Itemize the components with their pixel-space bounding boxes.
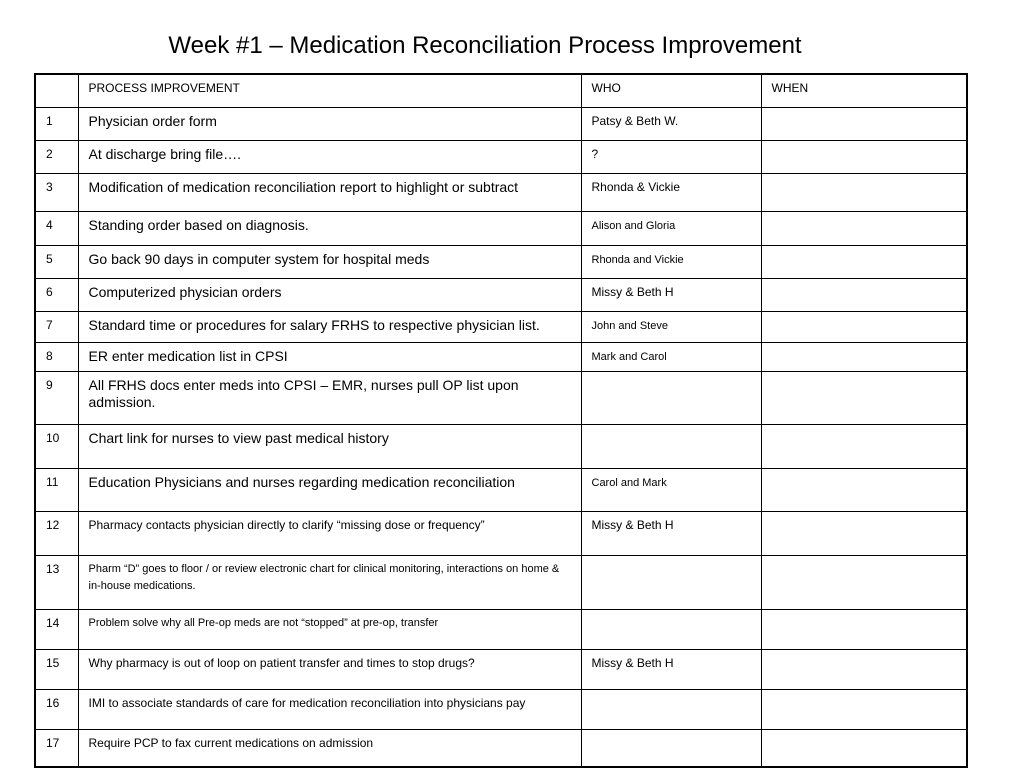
row-who: Missy & Beth H bbox=[581, 278, 761, 311]
header-process-improvement: PROCESS IMPROVEMENT bbox=[78, 74, 581, 107]
row-number: 3 bbox=[35, 173, 78, 211]
row-number: 7 bbox=[35, 311, 78, 342]
row-task: Modification of medication reconciliation report to highlight or subtract bbox=[78, 173, 581, 211]
header-num bbox=[35, 74, 78, 107]
row-number: 2 bbox=[35, 140, 78, 173]
row-who bbox=[581, 689, 761, 729]
table-row bbox=[35, 211, 967, 245]
header-row bbox=[35, 74, 967, 107]
row-when bbox=[761, 173, 967, 211]
row-number: 4 bbox=[35, 211, 78, 245]
row-task: Chart link for nurses to view past medical history bbox=[78, 424, 581, 468]
table-row bbox=[35, 311, 967, 342]
header-when: WHEN bbox=[761, 74, 967, 107]
row-task: Go back 90 days in computer system for hospital meds bbox=[78, 245, 581, 278]
row-task: ER enter medication list in CPSI bbox=[78, 342, 581, 371]
row-number: 16 bbox=[35, 689, 78, 729]
page-title: Week #1 – Medication Reconciliation Process Improvement bbox=[168, 32, 802, 59]
row-number: 9 bbox=[35, 371, 78, 424]
row-when bbox=[761, 107, 967, 140]
row-task: Standard time or procedures for salary FRHS to respective physician list. bbox=[78, 311, 581, 342]
process-improvement-table bbox=[34, 73, 968, 768]
row-when bbox=[761, 729, 967, 767]
row-who bbox=[581, 555, 761, 609]
row-when bbox=[761, 140, 967, 173]
row-task: All FRHS docs enter meds into CPSI – EMR, nurses pull OP list upon admission. bbox=[78, 371, 581, 424]
row-when bbox=[761, 371, 967, 424]
table-row bbox=[35, 424, 967, 468]
row-number: 10 bbox=[35, 424, 78, 468]
row-who: Rhonda and Vickie bbox=[581, 245, 761, 278]
row-task: Computerized physician orders bbox=[78, 278, 581, 311]
table-row bbox=[35, 173, 967, 211]
row-who: Alison and Gloria bbox=[581, 211, 761, 245]
table-row bbox=[35, 555, 967, 609]
row-when bbox=[761, 555, 967, 609]
row-number: 6 bbox=[35, 278, 78, 311]
table-row bbox=[35, 371, 967, 424]
row-who: Missy & Beth H bbox=[581, 649, 761, 689]
row-number: 13 bbox=[35, 555, 78, 609]
row-number: 5 bbox=[35, 245, 78, 278]
row-task: Require PCP to fax current medications on admission bbox=[78, 729, 581, 767]
table-row bbox=[35, 245, 967, 278]
row-when bbox=[761, 211, 967, 245]
table-row bbox=[35, 689, 967, 729]
row-task: Education Physicians and nurses regarding medication reconciliation bbox=[78, 468, 581, 511]
table-row bbox=[35, 609, 967, 649]
row-task: Why pharmacy is out of loop on patient transfer and times to stop drugs? bbox=[78, 649, 581, 689]
row-task: Physician order form bbox=[78, 107, 581, 140]
table-row bbox=[35, 278, 967, 311]
row-who: ? bbox=[581, 140, 761, 173]
row-when bbox=[761, 311, 967, 342]
row-when bbox=[761, 424, 967, 468]
row-who bbox=[581, 729, 761, 767]
row-when bbox=[761, 245, 967, 278]
row-number: 14 bbox=[35, 609, 78, 649]
table-row bbox=[35, 649, 967, 689]
row-when bbox=[761, 278, 967, 311]
table-row bbox=[35, 511, 967, 555]
row-who: John and Steve bbox=[581, 311, 761, 342]
row-who bbox=[581, 371, 761, 424]
row-when bbox=[761, 609, 967, 649]
row-when bbox=[761, 689, 967, 729]
table-row bbox=[35, 107, 967, 140]
row-number: 8 bbox=[35, 342, 78, 371]
row-who: Carol and Mark bbox=[581, 468, 761, 511]
row-who: Rhonda & Vickie bbox=[581, 173, 761, 211]
row-task: At discharge bring file…. bbox=[78, 140, 581, 173]
row-task: Standing order based on diagnosis. bbox=[78, 211, 581, 245]
table-row bbox=[35, 140, 967, 173]
row-number: 1 bbox=[35, 107, 78, 140]
row-number: 12 bbox=[35, 511, 78, 555]
row-who: Mark and Carol bbox=[581, 342, 761, 371]
row-number: 11 bbox=[35, 468, 78, 511]
table-row bbox=[35, 729, 967, 767]
table-row bbox=[35, 342, 967, 371]
row-task: Problem solve why all Pre-op meds are not “stopped” at pre-op, transfer bbox=[78, 609, 581, 649]
row-when bbox=[761, 649, 967, 689]
row-who bbox=[581, 424, 761, 468]
row-who: Missy & Beth H bbox=[581, 511, 761, 555]
row-when bbox=[761, 342, 967, 371]
row-task: Pharm “D” goes to floor / or review electronic chart for clinical monitoring, interactions on home & in-house medications. bbox=[78, 555, 581, 609]
row-task: Pharmacy contacts physician directly to clarify “missing dose or frequency” bbox=[78, 511, 581, 555]
row-task: IMI to associate standards of care for medication reconciliation into physicians pay bbox=[78, 689, 581, 729]
header-who: WHO bbox=[581, 74, 761, 107]
row-when bbox=[761, 468, 967, 511]
row-when bbox=[761, 511, 967, 555]
row-number: 15 bbox=[35, 649, 78, 689]
row-number: 17 bbox=[35, 729, 78, 767]
row-who bbox=[581, 609, 761, 649]
row-who: Patsy & Beth W. bbox=[581, 107, 761, 140]
table-row bbox=[35, 468, 967, 511]
